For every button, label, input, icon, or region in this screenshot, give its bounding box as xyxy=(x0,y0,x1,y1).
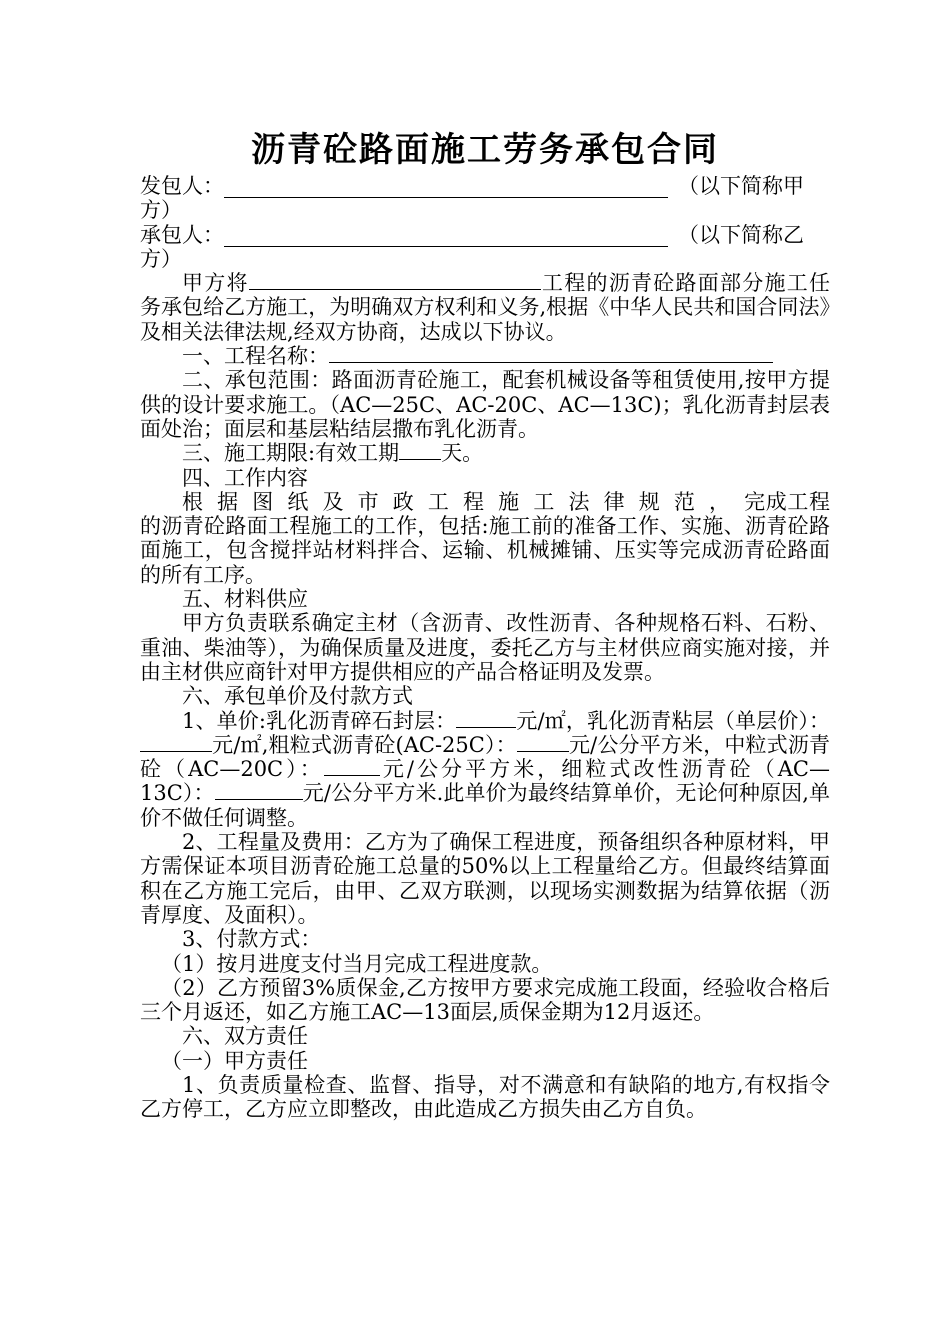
section-4-title: 四、工作内容 xyxy=(182,465,308,490)
section-7-title: 六、双方责任 xyxy=(182,1024,308,1049)
price-text-e: 元/公分平方米，细粒式改性沥青砼（AC—13C）： xyxy=(140,757,830,806)
party-b-blank[interactable] xyxy=(224,226,668,247)
price-text-f: 元/公分平方米.此单价为最终结算单价，无论何种原因,单价不做任何调整。 xyxy=(140,781,830,830)
party-a-suffix: （以下简称甲 xyxy=(678,174,804,198)
intro-paragraph xyxy=(140,271,830,344)
payment-item-2: （2）乙方预留3%质保金,乙方按甲方要求完成施工段面，经验收合格后三个月返还，如乙方施工AC—13面层,质保金期为12月返还。 xyxy=(140,975,830,1025)
price-blank-2[interactable] xyxy=(140,733,212,752)
price-text-b: 元/㎡，乳化沥青粘层（单层价）： xyxy=(516,708,830,733)
section-4-spread-text: 根据图纸及市政工程施工法律规范， xyxy=(182,489,745,514)
document-body xyxy=(140,174,830,1122)
quantity-paragraph: 2、工程量及费用：乙方为了确保工程进度，预备组织各种原材料，甲方需保证本项目沥青砼施工总量的50%以上工程量给乙方。但最终结算面积在乙方施工完后，由甲、乙双方联测，以现场实测数据为结算依据（沥青厚度、及面积）。 xyxy=(140,830,830,927)
price-text-d: 元/公分平方米，中粒式沥青砼（AC—20C）： xyxy=(140,732,831,782)
section-1 xyxy=(140,344,830,368)
section-3-text-a: 三、施工期限:有效工期 xyxy=(182,441,400,466)
section-5-title: 五、材料供应 xyxy=(182,587,308,612)
section-3-text-b: 天。 xyxy=(441,441,484,466)
party-a-duties-title: （一）甲方责任 xyxy=(161,1048,308,1073)
price-blank-3[interactable] xyxy=(517,733,569,752)
payment-item-1: （1）按月进度支付当月完成工程进度款。 xyxy=(161,951,553,976)
party-b-wrap: 方） xyxy=(140,246,182,271)
price-blank-4[interactable] xyxy=(324,757,380,776)
party-a-label: 发包人： xyxy=(140,174,224,198)
price-text-c: 元/㎡,粗粒式沥青砼(AC-25C）： xyxy=(212,732,517,757)
price-blank-5[interactable] xyxy=(215,781,303,800)
price-blank-1[interactable] xyxy=(456,709,516,728)
section-1-label: 一、工程名称： xyxy=(182,344,329,369)
project-name-blank[interactable] xyxy=(329,344,773,363)
payment-title: 3、付款方式： xyxy=(182,927,322,952)
party-b-suffix: （以下简称乙 xyxy=(678,222,804,247)
section-4-body xyxy=(140,490,830,587)
party-a-blank[interactable] xyxy=(224,177,668,198)
unit-price-paragraph xyxy=(140,709,830,830)
party-a-line xyxy=(140,174,830,198)
section-6-title: 六、承包单价及付款方式 xyxy=(182,684,413,709)
project-blank[interactable] xyxy=(249,271,541,290)
days-blank[interactable] xyxy=(399,441,441,460)
section-2: 二、承包范围：路面沥青砼施工，配套机械设备等租赁使用,按甲方提供的设计要求施工。（AC—25C、AC-20C、AC—13C)；乳化沥青封层表面处治；面层和基层粘结层撒布乳化沥青。 xyxy=(140,368,830,441)
document-page xyxy=(140,128,830,1122)
section-5-body: 甲方负责联系确定主材（含沥青、改性沥青、各种规格石料、石粉、重油、柴油等），为确保质量及进度，委托乙方与主材供应商实施对接，并由主材供应商针对甲方提供相应的产品合格证明及发票。 xyxy=(140,611,830,684)
section-3 xyxy=(140,441,830,465)
intro-text-b: 工程的沥青砼路面部分施工任务承包给乙方施工，为明确双方权利和义务,根据《中华人民共和国合同法》及相关法律法规,经双方协商，达成以下协议。 xyxy=(140,271,830,344)
section-4-rest-text: 完成工程的沥青砼路面工程施工的工作，包括:施工前的准备工作、实施、沥青砼路面施工，包含搅拌站材料拌合、运输、机械摊铺、压实等完成沥青砼路面的所有工序。 xyxy=(140,489,831,587)
price-text-a: 1、单价:乳化沥青碎石封层： xyxy=(182,708,457,733)
party-b-label: 承包人： xyxy=(140,222,224,247)
document-title: 沥青砼路面施工劳务承包合同 xyxy=(251,130,719,170)
party-a-duty-1: 1、负责质量检查、监督、指导，对不满意和有缺陷的地方,有权指令乙方停工，乙方应立即整改，由此造成乙方损失由乙方自负。 xyxy=(140,1072,830,1122)
intro-text-a: 甲方将 xyxy=(182,271,249,296)
party-b-line xyxy=(140,223,830,247)
party-a-wrap: 方） xyxy=(140,198,182,223)
